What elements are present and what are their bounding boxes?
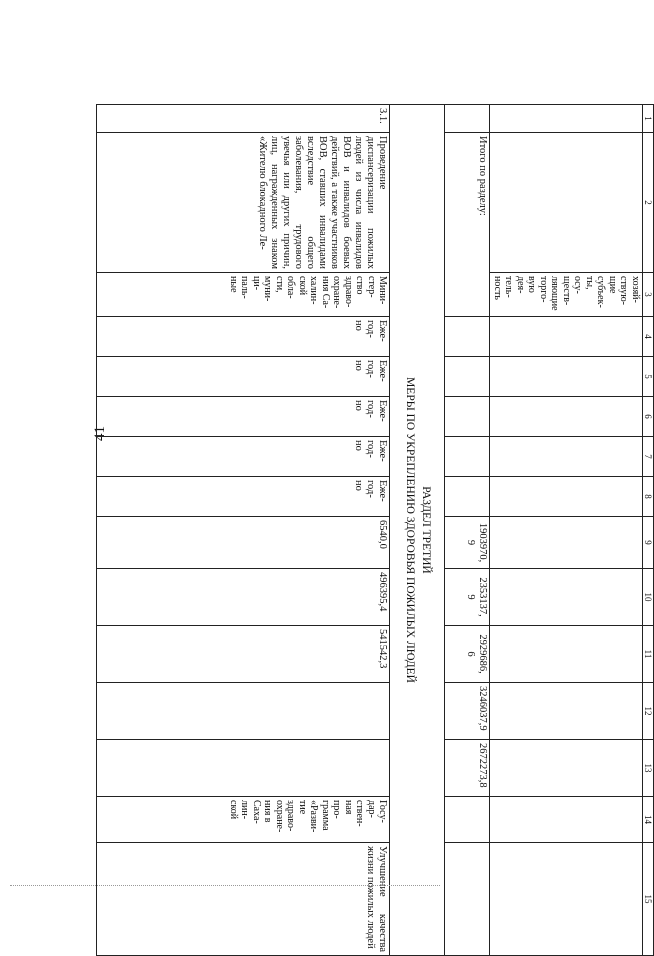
- col-num-15: 15: [642, 843, 653, 956]
- col-num-13: 13: [642, 740, 653, 797]
- cell: [490, 517, 643, 569]
- cell: [445, 477, 490, 517]
- cell: [445, 357, 490, 397]
- total-value-11: 2929686, 6: [445, 626, 490, 683]
- row-number: 3.1.: [97, 105, 390, 133]
- program-cell: Госу- дар- ствен- ная про- грамма «Разви- тие здраво- охране- ния в Саха- лин- ской: [97, 797, 390, 843]
- cell: [445, 397, 490, 437]
- funding-value-13: [97, 740, 390, 797]
- executor-cell: хозяй- ствую- щие субъек- ты, осу- ществ- ляющие торго- вую дея- тель- ность: [490, 273, 643, 317]
- section-subtitle: МЕРЫ ПО УКРЕПЛЕНИЮ ЗДОРОВЬЯ ПОЖИЛЫХ ЛЮДЕЙ: [404, 377, 417, 683]
- cell: [490, 843, 643, 956]
- cell: [490, 683, 643, 740]
- table-row: [97, 105, 390, 956]
- funding-value-9: 6540,0: [97, 517, 390, 569]
- col-num-4: 4: [642, 317, 653, 357]
- cell: [490, 397, 643, 437]
- cell: [445, 317, 490, 357]
- cell: [490, 626, 643, 683]
- deadline-cell: Еже- год- но: [97, 397, 390, 437]
- total-value-12: 3246037,9: [445, 683, 490, 740]
- result-cell: Улучшение качества жизни пожилых людей: [97, 843, 390, 956]
- col-num-6: 6: [642, 397, 653, 437]
- cell: [490, 740, 643, 797]
- total-value-10: 2353137, 9: [445, 569, 490, 626]
- section-heading-row: [390, 105, 445, 956]
- col-num-14: 14: [642, 797, 653, 843]
- funding-value-10: 496395,4: [97, 569, 390, 626]
- cell: [490, 317, 643, 357]
- cell: [445, 105, 490, 133]
- section-heading: [390, 105, 445, 956]
- total-value-13: 2672273,8: [445, 740, 490, 797]
- cell: [490, 357, 643, 397]
- cell: [445, 843, 490, 956]
- deadline-cell: Еже- год- но: [97, 317, 390, 357]
- cell: [490, 133, 643, 273]
- cell: [490, 569, 643, 626]
- measures-table: [105, 104, 654, 952]
- cell: [490, 437, 643, 477]
- deadline-cell: Еже- год- но: [97, 477, 390, 517]
- col-num-10: 10: [642, 569, 653, 626]
- cell: [490, 105, 643, 133]
- deadline-cell: Еже- год- но: [97, 357, 390, 397]
- col-num-11: 11: [642, 626, 653, 683]
- continued-row: [490, 105, 643, 956]
- page-number: 41: [92, 426, 108, 441]
- col-num-9: 9: [642, 517, 653, 569]
- cell: [445, 437, 490, 477]
- col-num-5: 5: [642, 357, 653, 397]
- funding-value-11: 541542,3: [97, 626, 390, 683]
- col-num-1: 1: [642, 105, 653, 133]
- col-num-7: 7: [642, 437, 653, 477]
- col-num-2: 2: [642, 133, 653, 273]
- total-value-9: 1903970, 9: [445, 517, 490, 569]
- total-label: Итого по разделу:: [445, 133, 490, 317]
- deadline-cell: Еже- год- но: [97, 437, 390, 477]
- scan-edge-line: [10, 885, 440, 886]
- col-num-8: 8: [642, 477, 653, 517]
- column-number-row: [642, 105, 653, 956]
- cell: [490, 797, 643, 843]
- cell: [445, 797, 490, 843]
- col-num-3: 3: [642, 273, 653, 317]
- total-row: [445, 105, 490, 956]
- cell: [490, 477, 643, 517]
- funding-value-12: [97, 683, 390, 740]
- executor-cell: Мини- стер- ство здраво- охране- ния Са- халин- ской обла- сти, муни- ци- паль- ные: [97, 273, 390, 317]
- col-num-12: 12: [642, 683, 653, 740]
- section-title: РАЗДЕЛ ТРЕТИЙ: [419, 486, 432, 574]
- measure-description: Проведение диспансеризации пожилых людей из числа инвалидов ВОВ и инвалидов боевых действий, а также участников ВОВ, ставших инвалидами вследствие общего заболевания, трудового увечья или других причин, лиц, награжденных знаком «Жителю блокадного Ле-: [97, 133, 390, 273]
